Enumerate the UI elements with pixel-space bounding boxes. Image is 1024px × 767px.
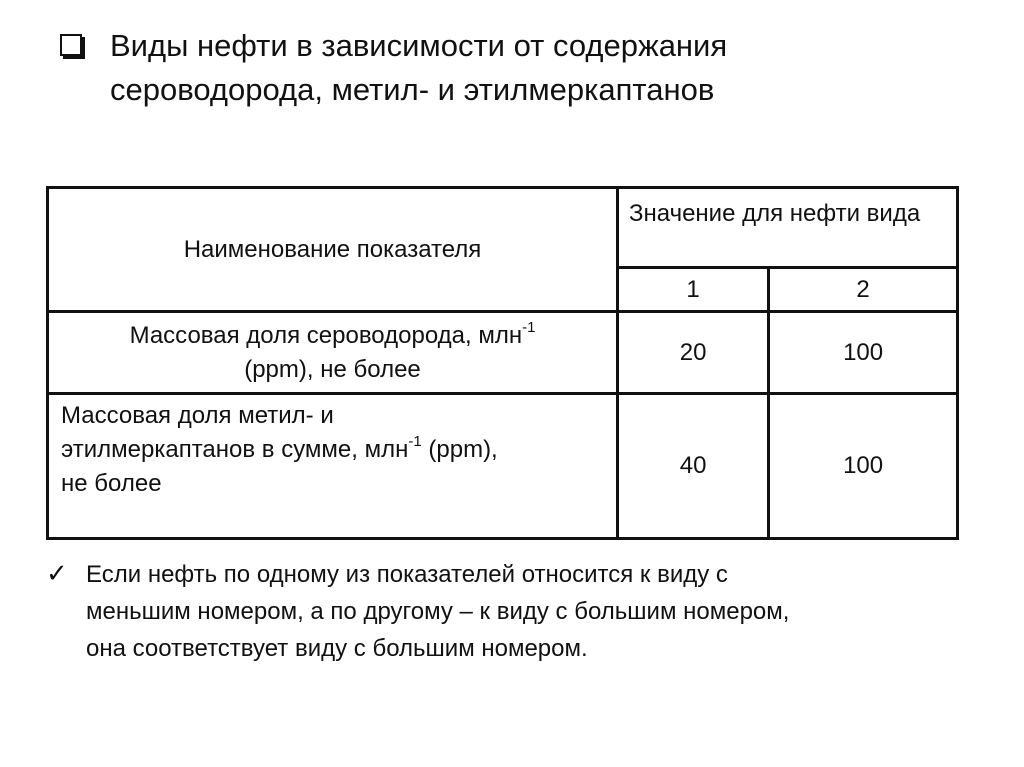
note-line-1: Если нефть по одному из показателей относится к виду с xyxy=(86,561,728,588)
superscript: -1 xyxy=(522,318,536,336)
indicator-mercaptans xyxy=(48,394,618,539)
oil-types-table xyxy=(46,186,959,540)
value-type-1: 20 xyxy=(618,312,769,394)
indicator-label-ppm: (ppm), xyxy=(421,436,498,463)
title-text xyxy=(110,24,727,112)
slide-title xyxy=(60,24,960,112)
title-line-1: Виды нефти в зависимости от содержания xyxy=(110,28,728,63)
header-indicator-name: Наименование показателя xyxy=(48,188,618,312)
type-2-header: 2 xyxy=(769,268,958,312)
indicator-hydrogen-sulfide xyxy=(48,312,618,394)
value-type-2: 100 xyxy=(769,312,958,394)
title-line-2: сероводорода, метил- и этилмеркаптанов xyxy=(110,72,715,107)
note-line-2: меньшим номером, а по другому – к виду с большим номером, xyxy=(86,598,790,625)
indicator-label: Массовая доля сероводорода, млн xyxy=(129,321,523,349)
note-line-3: она соответствует виду с большим номером. xyxy=(86,635,588,662)
superscript: -1 xyxy=(408,433,422,450)
value-type-1: 40 xyxy=(618,394,769,539)
table-row xyxy=(48,312,958,394)
indicator-label-end: не более xyxy=(61,470,162,497)
table-row xyxy=(48,394,958,539)
check-icon: ✓ xyxy=(46,559,68,589)
indicator-label: Массовая доля метил- и xyxy=(61,402,334,429)
type-1-header: 1 xyxy=(618,268,769,312)
note xyxy=(46,556,946,667)
checkbox-square-icon xyxy=(60,34,82,56)
note-text xyxy=(86,556,789,667)
header-value-for-type: Значение для нефти вида xyxy=(618,188,958,268)
value-type-2: 100 xyxy=(769,394,958,539)
table-header-row xyxy=(48,188,958,268)
indicator-label-cont: этилмеркаптанов в сумме, млн xyxy=(61,436,409,463)
indicator-label-cont: (ppm), не более xyxy=(244,355,421,383)
